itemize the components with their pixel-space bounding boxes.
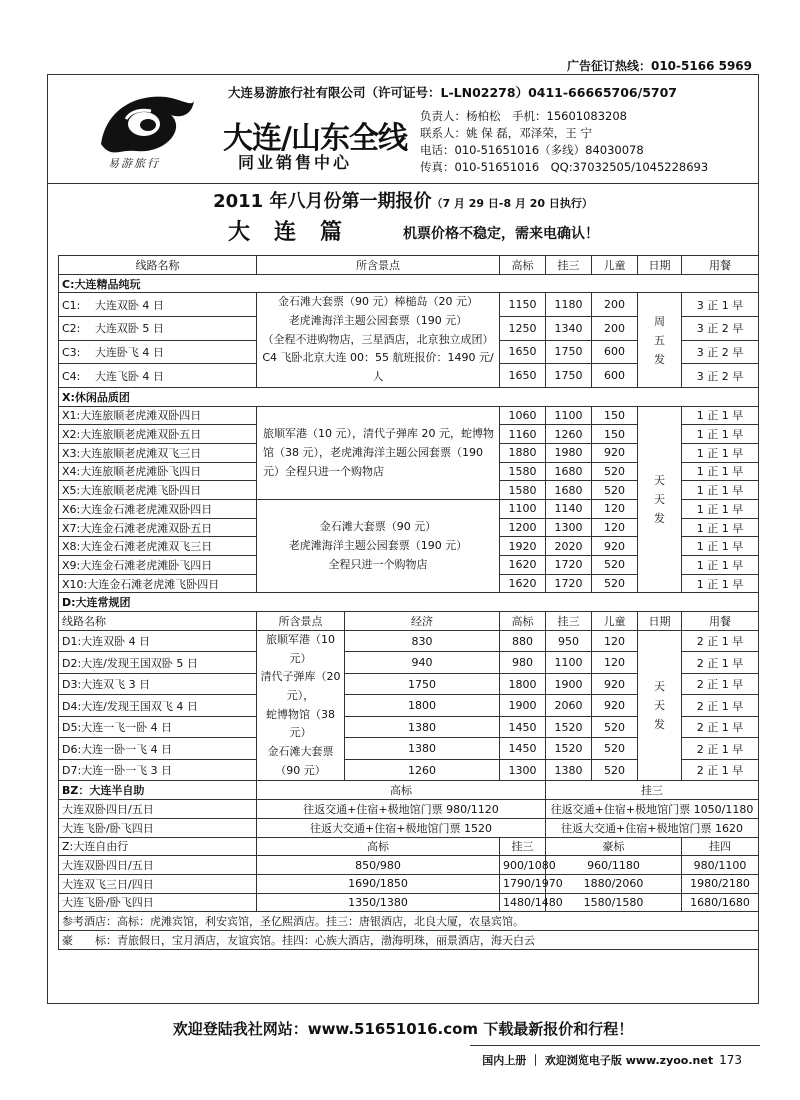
price-g3: 1260 <box>546 425 592 444</box>
price-g3: 1980 <box>546 443 592 462</box>
price-child: 120 <box>592 630 638 652</box>
price-g3: 1720 <box>546 556 592 575</box>
price-g3: 1100 <box>546 652 592 674</box>
col-header: 挂三 <box>500 837 546 856</box>
price-child: 520 <box>592 556 638 575</box>
price-g3: 1790/1970 <box>500 874 546 893</box>
table-row <box>59 874 759 893</box>
price-high: 1800 <box>500 673 546 695</box>
route-name: D1:大连双卧 4 日 <box>59 630 257 652</box>
price-high: 980 <box>500 652 546 674</box>
contact-line: 电话：010-51651016（多线）84030078 <box>420 143 644 157</box>
price-g3: 1340 <box>546 317 592 341</box>
route-name: X7:大连金石滩老虎滩双卧五日 <box>59 518 257 537</box>
footer-text: 国内上册 ｜ 欢迎浏览电子版 www.zyoo.net <box>482 1054 714 1067</box>
price-high: 1200 <box>500 518 546 537</box>
day-char: 周 <box>654 314 665 328</box>
divider <box>48 183 758 184</box>
table-row <box>59 630 759 652</box>
route-name: 大连飞卧/卧飞四日 <box>59 893 257 912</box>
col-header: 挂三 <box>546 256 592 275</box>
meal: 2 正 1 早 <box>682 716 759 738</box>
meal: 1 正 1 早 <box>682 481 759 500</box>
price-high: 880 <box>500 630 546 652</box>
route-name: X2:大连旅顺老虎滩双卧五日 <box>59 425 257 444</box>
col-header: 挂四 <box>682 837 759 856</box>
route-name: C4: 大连飞卧 4 日 <box>59 364 257 388</box>
route-name: 大连双卧四日/五日 <box>59 856 257 875</box>
price-high: 1650 <box>500 364 546 388</box>
price-child: 120 <box>592 652 638 674</box>
contact-line: 负责人：杨柏松 手机：15601083208 <box>420 109 627 123</box>
scenic-line: 金石滩大套票（90 元）棒槌岛（20 元） <box>278 295 478 309</box>
package-g3: 往返大交通+住宿+极地馆门票 1620 <box>546 818 759 837</box>
col-header: 挂三 <box>546 781 759 800</box>
meal: 3 正 1 早 <box>682 293 759 317</box>
quote-title <box>48 187 758 213</box>
day-char: 发 <box>654 352 665 366</box>
col-header: 豪标 <box>546 837 682 856</box>
price-g3: 1180 <box>546 293 592 317</box>
quote-title-main: 2011 年八月份第一期报价 <box>213 191 432 212</box>
scenic-cell <box>257 630 345 781</box>
price-child: 520 <box>592 738 638 760</box>
table-row <box>59 818 759 837</box>
hotel-note: 参考酒店：高标：虎滩宾馆，利安宾馆，圣亿熙酒店。挂三：唐银酒店，北良大厦，农垦宾馆。 <box>59 912 759 931</box>
price-high: 1900 <box>500 695 546 717</box>
hotel-note-row <box>59 930 759 949</box>
route-name: X9:大连金石滩老虎滩卧飞四日 <box>59 556 257 575</box>
scenic-line: 老虎滩海洋主题公园套票（190 元） <box>288 314 468 328</box>
price-eco: 940 <box>345 652 500 674</box>
meal: 1 正 1 早 <box>682 406 759 425</box>
route-name: D5:大连一飞一卧 4 日 <box>59 716 257 738</box>
logo-caption: 易游旅行 <box>108 157 160 170</box>
price-high: 1880 <box>500 443 546 462</box>
price-g3: 900/1080 <box>500 856 546 875</box>
meal: 3 正 2 早 <box>682 317 759 341</box>
price-child: 150 <box>592 406 638 425</box>
price-g3: 1750 <box>546 340 592 364</box>
route-name: 大连飞卧/卧飞四日 <box>59 818 257 837</box>
price-child: 920 <box>592 443 638 462</box>
price-g3: 1380 <box>546 759 592 781</box>
route-name: D4:大连/发现王国双飞 4 日 <box>59 695 257 717</box>
route-name: X8:大连金石滩老虎滩双飞三日 <box>59 537 257 556</box>
group-title: X:休闲品质团 <box>59 387 759 406</box>
price-g3: 1900 <box>546 673 592 695</box>
col-header: 高标 <box>500 256 546 275</box>
price-high: 1150 <box>500 293 546 317</box>
col-header: 挂三 <box>546 612 592 631</box>
section-header <box>48 215 758 245</box>
price-high: 1160 <box>500 425 546 444</box>
meal: 3 正 2 早 <box>682 364 759 388</box>
price-child: 150 <box>592 425 638 444</box>
price-child: 520 <box>592 759 638 781</box>
col-header: 线路名称 <box>59 612 257 631</box>
route-name: D2:大连/发现王国双卧 5 日 <box>59 652 257 674</box>
col-header: 高标 <box>500 612 546 631</box>
meal: 1 正 1 早 <box>682 518 759 537</box>
day-char: 五 <box>654 333 665 347</box>
scenic-line: 金石滩大套票（90 元） <box>319 520 437 534</box>
price-g3: 1140 <box>546 500 592 519</box>
table-row <box>59 856 759 875</box>
table-header-row <box>59 612 759 631</box>
price-g3: 1480/1480 <box>500 893 546 912</box>
price-g3: 1100 <box>546 406 592 425</box>
route-name: C2: 大连双卧 5 日 <box>59 317 257 341</box>
day-char: 发 <box>654 512 665 526</box>
table-header-row <box>59 256 759 275</box>
meal: 1 正 1 早 <box>682 537 759 556</box>
route-name: C3: 大连卧飞 4 日 <box>59 340 257 364</box>
scenic-line: 老虎滩海洋主题公园套票（190 元） <box>288 538 468 552</box>
price-g3: 1680 <box>546 481 592 500</box>
price-high: 1620 <box>500 574 546 593</box>
route-name: X4:大连旅顺老虎滩卧飞四日 <box>59 462 257 481</box>
price-eco: 1380 <box>345 716 500 738</box>
price-child: 520 <box>592 462 638 481</box>
price-g3: 1680 <box>546 462 592 481</box>
price-child: 600 <box>592 340 638 364</box>
table-row <box>59 406 759 425</box>
price-deluxe: 1580/1580 <box>546 893 682 912</box>
meal: 1 正 1 早 <box>682 425 759 444</box>
quote-period: （7 月 29 日-8 月 20 日执行） <box>431 197 593 210</box>
scenic-cell <box>257 500 500 593</box>
price-eco: 1750 <box>345 673 500 695</box>
price-g3: 1720 <box>546 574 592 593</box>
price-eco: 1380 <box>345 738 500 760</box>
company-line: 大连易游旅行社有限公司（许可证号：L-LN02278）0411-66665706/5707 <box>228 85 677 100</box>
page-footer <box>482 1052 742 1068</box>
price-high: 1350/1380 <box>257 893 500 912</box>
brand-logo-icon <box>96 89 196 164</box>
price-child: 520 <box>592 716 638 738</box>
price-g3: 1750 <box>546 364 592 388</box>
package-high: 往返交通+住宿+极地馆门票 980/1120 <box>257 800 546 819</box>
price-child: 600 <box>592 364 638 388</box>
scenic-line: （全程不进购物店，三星酒店，北京独立成团） <box>262 332 494 346</box>
scenic-cell <box>257 293 500 388</box>
group-title: Z:大连自由行 <box>59 837 257 856</box>
col-header: 日期 <box>638 612 682 631</box>
meal: 2 正 1 早 <box>682 738 759 760</box>
col-header: 经济 <box>345 612 500 631</box>
col-header: 日期 <box>638 256 682 275</box>
price-high: 1250 <box>500 317 546 341</box>
price-child: 200 <box>592 317 638 341</box>
agency-header <box>48 75 758 185</box>
day-char: 天 <box>654 493 665 507</box>
price-high: 850/980 <box>257 856 500 875</box>
package-high: 往返大交通+住宿+极地馆门票 1520 <box>257 818 546 837</box>
price-child: 200 <box>592 293 638 317</box>
price-child: 920 <box>592 537 638 556</box>
price-deluxe: 960/1180 <box>546 856 682 875</box>
group-title: C:大连精品纯玩 <box>59 274 759 293</box>
price-eco: 1800 <box>345 695 500 717</box>
route-name: C1: 大连双卧 4 日 <box>59 293 257 317</box>
meal: 2 正 1 早 <box>682 759 759 781</box>
ad-frame <box>47 74 759 1004</box>
hotel-note-row <box>59 912 759 931</box>
website-banner: 欢迎登陆我社网站：www.51651016.com 下载最新报价和行程！ <box>172 1020 634 1038</box>
scenic-line: C4 飞卧北京大连 00：55 航班报价：1490 元/人 <box>262 351 494 384</box>
scenic-line: 金石滩大套票（90 元） <box>267 745 334 777</box>
price-high: 1300 <box>500 759 546 781</box>
price-high: 1690/1850 <box>257 874 500 893</box>
price-child: 920 <box>592 673 638 695</box>
meal: 1 正 1 早 <box>682 556 759 575</box>
col-header: 儿童 <box>592 256 638 275</box>
col-header: 用餐 <box>682 612 759 631</box>
meal: 2 正 1 早 <box>682 652 759 674</box>
day-char: 发 <box>654 718 665 732</box>
price-high: 1580 <box>500 462 546 481</box>
col-header: 线路名称 <box>59 256 257 275</box>
group-title: BZ：大连半自助 <box>59 781 257 800</box>
price-high: 1620 <box>500 556 546 575</box>
price-g3: 950 <box>546 630 592 652</box>
departure-days <box>638 630 682 781</box>
price-g3: 1300 <box>546 518 592 537</box>
scenic-line: 蛇博物馆（38 元） <box>266 707 335 740</box>
price-table <box>58 255 759 950</box>
price-child: 120 <box>592 518 638 537</box>
col-header: 高标 <box>257 781 546 800</box>
route-name: X3:大连旅顺老虎滩双飞三日 <box>59 443 257 462</box>
col-header: 所含景点 <box>257 612 345 631</box>
route-name: X6:大连金石滩老虎滩双卧四日 <box>59 500 257 519</box>
price-g4: 1680/1680 <box>682 893 759 912</box>
price-g3: 2020 <box>546 537 592 556</box>
scenic-cell: 旅顺军港（10 元），清代子弹库 20 元，蛇博物馆（38 元），老虎滩海洋主题公园套票（190 元）全程只进一个购物店 <box>257 406 500 499</box>
contact-line: 联系人：姚 保 磊，邓泽荣，王 宁 <box>420 126 592 140</box>
section-title: 大连篇 <box>228 219 367 245</box>
price-deluxe: 1880/2060 <box>546 874 682 893</box>
contact-line: 传真：010-51651016 QQ:37032505/1045228693 <box>420 160 709 174</box>
group-title: D:大连常规团 <box>59 593 759 612</box>
price-high: 1920 <box>500 537 546 556</box>
price-high: 1650 <box>500 340 546 364</box>
meal: 3 正 2 早 <box>682 340 759 364</box>
route-name: 大连双卧四日/五日 <box>59 800 257 819</box>
meal: 1 正 1 早 <box>682 500 759 519</box>
route-name: X5:大连旅顺老虎滩飞卧四日 <box>59 481 257 500</box>
footer-divider <box>470 1045 760 1046</box>
meal: 2 正 1 早 <box>682 695 759 717</box>
table-row <box>59 893 759 912</box>
price-high: 1450 <box>500 738 546 760</box>
price-child: 520 <box>592 574 638 593</box>
meal: 2 正 1 早 <box>682 673 759 695</box>
departure-days <box>638 293 682 388</box>
scenic-line: 清代子弹库（20 元）， <box>260 670 341 702</box>
brand-title: 大连/山东全线 <box>223 121 407 156</box>
price-high: 1580 <box>500 481 546 500</box>
route-name: D3:大连双飞 3 日 <box>59 673 257 695</box>
col-header: 儿童 <box>592 612 638 631</box>
price-child: 920 <box>592 695 638 717</box>
price-g3: 1520 <box>546 716 592 738</box>
page-number: 173 <box>719 1053 742 1067</box>
meal: 2 正 1 早 <box>682 630 759 652</box>
price-g4: 1980/2180 <box>682 874 759 893</box>
price-eco: 1260 <box>345 759 500 781</box>
meal: 1 正 1 早 <box>682 462 759 481</box>
departure-days <box>638 406 682 593</box>
price-high: 1100 <box>500 500 546 519</box>
route-name: D6:大连一卧一飞 4 日 <box>59 738 257 760</box>
price-child: 120 <box>592 500 638 519</box>
day-char: 天 <box>654 699 665 713</box>
route-name: X1:大连旅顺老虎滩双卧四日 <box>59 406 257 425</box>
price-child: 520 <box>592 481 638 500</box>
meal: 1 正 1 早 <box>682 443 759 462</box>
price-g3: 2060 <box>546 695 592 717</box>
meal: 1 正 1 早 <box>682 574 759 593</box>
col-header: 用餐 <box>682 256 759 275</box>
col-header: 所含景点 <box>257 256 500 275</box>
scenic-line: 全程只进一个购物店 <box>328 557 428 571</box>
package-g3: 往返交通+住宿+极地馆门票 1050/1180 <box>546 800 759 819</box>
price-g4: 980/1100 <box>682 856 759 875</box>
price-g3: 1520 <box>546 738 592 760</box>
table-row <box>59 800 759 819</box>
price-note: 机票价格不稳定，需来电确认！ <box>403 226 599 242</box>
brand-subtitle: 同业销售中心 <box>238 153 353 172</box>
route-name: 大连双飞三日/四日 <box>59 874 257 893</box>
col-header: 高标 <box>257 837 500 856</box>
price-high: 1450 <box>500 716 546 738</box>
day-char: 天 <box>654 474 665 488</box>
ad-hotline: 广告征订热线：010-5166 5969 <box>566 59 752 73</box>
table-row <box>59 293 759 317</box>
scenic-line: 旅顺军港（10 元） <box>266 632 335 665</box>
day-char: 天 <box>654 680 665 694</box>
route-name: D7:大连一卧一飞 3 日 <box>59 759 257 781</box>
price-high: 1060 <box>500 406 546 425</box>
route-name: X10:大连金石滩老虎滩飞卧四日 <box>59 574 257 593</box>
price-eco: 830 <box>345 630 500 652</box>
hotel-note: 豪 标：青旅假日，宝月酒店，友谊宾馆。挂四：心族大酒店，渤海明珠，丽景酒店，海天白云 <box>59 930 759 949</box>
